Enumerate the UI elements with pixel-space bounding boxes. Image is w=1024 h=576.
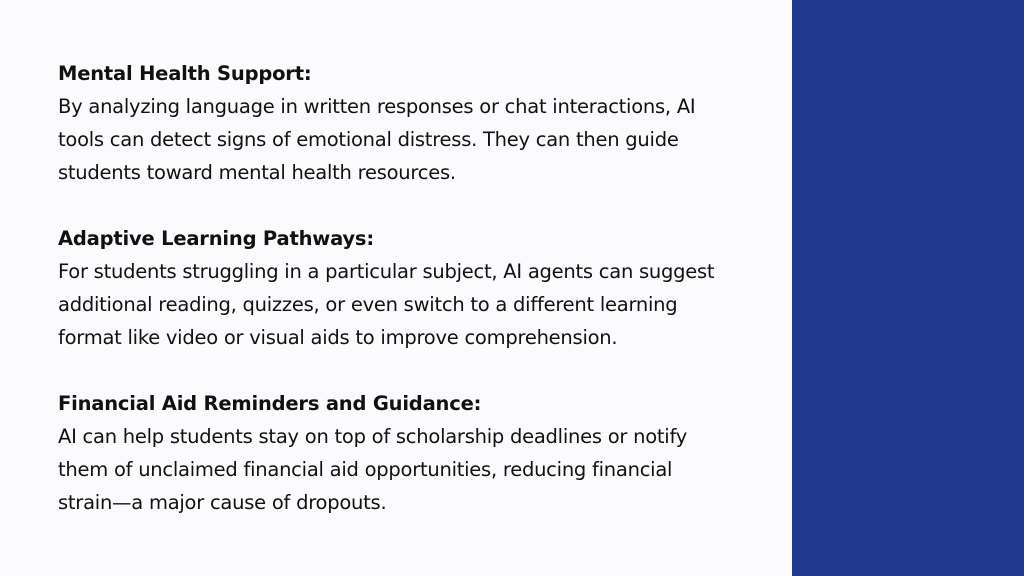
text-content bbox=[58, 57, 778, 552]
body-line: strain—a major cause of dropouts. bbox=[58, 491, 387, 514]
section-mental-health-support bbox=[58, 57, 778, 189]
body-line: them of unclaimed financial aid opportunities, reducing financial bbox=[58, 458, 673, 481]
section-heading: Mental Health Support: bbox=[58, 62, 312, 85]
section-body bbox=[58, 90, 778, 189]
body-line: By analyzing language in written responses or chat interactions, AI bbox=[58, 95, 696, 118]
body-line: AI can help students stay on top of scholarship deadlines or notify bbox=[58, 425, 688, 448]
decorative-side-panel bbox=[792, 0, 1024, 576]
section-heading: Adaptive Learning Pathways: bbox=[58, 227, 374, 250]
body-line: additional reading, quizzes, or even switch to a different learning bbox=[58, 293, 678, 316]
body-line: format like video or visual aids to improve comprehension. bbox=[58, 326, 618, 349]
body-line: students toward mental health resources. bbox=[58, 161, 456, 184]
section-financial-aid-reminders bbox=[58, 387, 778, 519]
section-heading: Financial Aid Reminders and Guidance: bbox=[58, 392, 482, 415]
body-line: tools can detect signs of emotional distress. They can then guide bbox=[58, 128, 679, 151]
section-body bbox=[58, 255, 778, 354]
section-body bbox=[58, 420, 778, 519]
body-line: For students struggling in a particular subject, AI agents can suggest bbox=[58, 260, 715, 283]
section-adaptive-learning-pathways bbox=[58, 222, 778, 354]
